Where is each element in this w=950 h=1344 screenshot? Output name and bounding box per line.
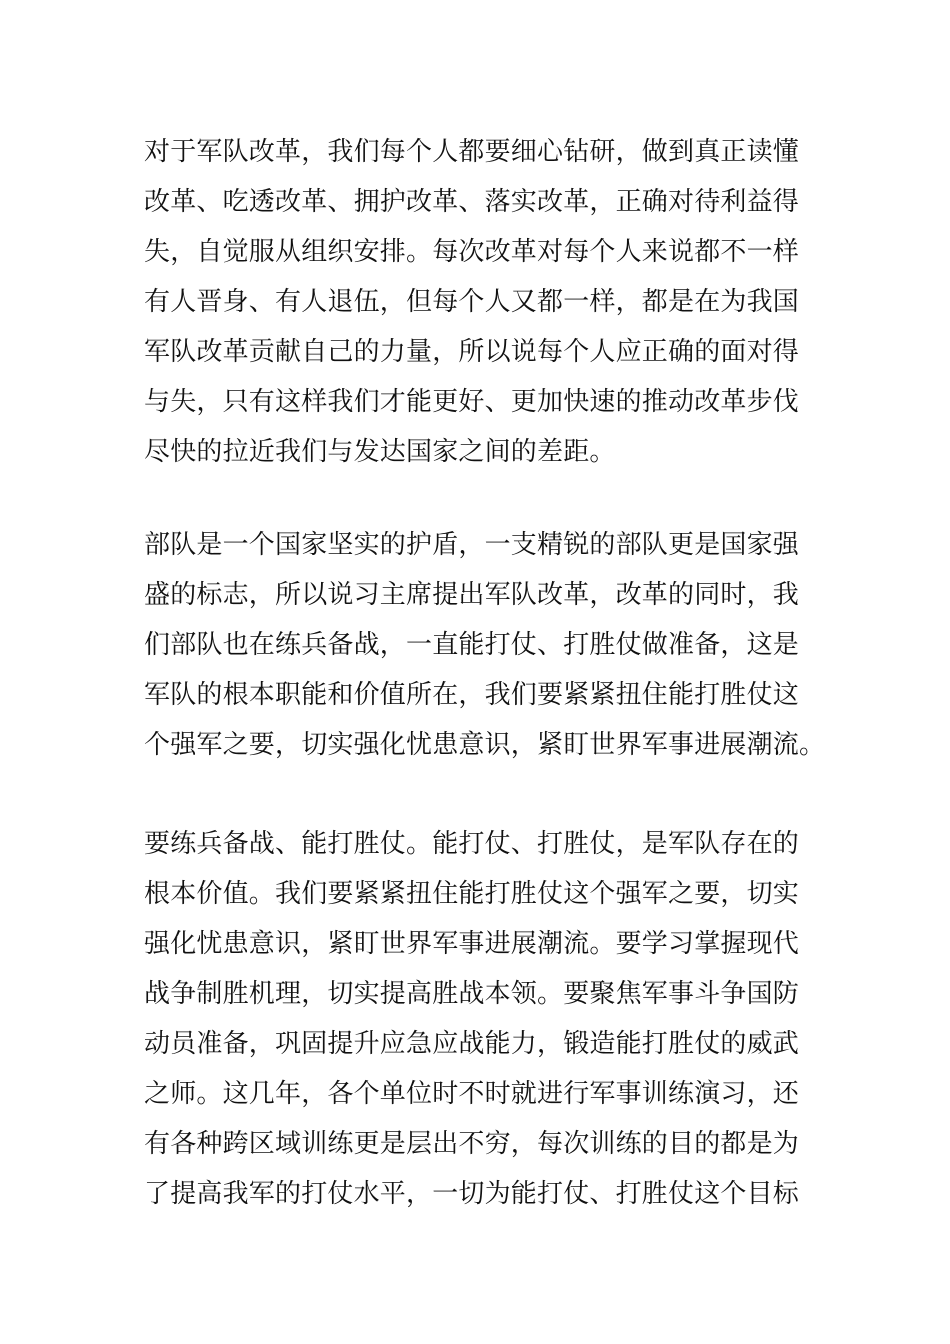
text-line: 有人晋身、有人退伍，但每个人又都一样，都是在为我国 (144, 287, 800, 317)
text-line: 们部队也在练兵备战，一直能打仗、打胜仗做准备，这是 (144, 630, 800, 660)
text-line: 根本价值。我们要紧紧扭住能打胜仗这个强军之要，切实 (144, 879, 800, 909)
text-line: 部队是一个国家坚实的护盾，一支精锐的部队更是国家强 (144, 530, 800, 560)
text-line: 盛的标志，所以说习主席提出军队改革，改革的同时，我 (144, 580, 800, 610)
text-line: 军队改革贡献自己的力量，所以说每个人应正确的面对得 (144, 337, 800, 367)
paragraph-military-reform (144, 127, 824, 477)
text-line: 了提高我军的打仗水平，一切为能打仗、打胜仗这个目标 (144, 1179, 800, 1209)
paragraph-training-preparedness (144, 819, 824, 1219)
text-line: 对于军队改革，我们每个人都要细心钻研，做到真正读懂 (144, 137, 800, 167)
text-line: 改革、吃透改革、拥护改革、落实改革，正确对待利益得 (144, 187, 800, 217)
text-line: 之师。这几年，各个单位时不时就进行军事训练演习，还 (144, 1079, 800, 1109)
text-line: 动员准备，巩固提升应急应战能力，锻造能打胜仗的威武 (144, 1029, 800, 1059)
paragraph-army-shield (144, 520, 824, 770)
text-line: 有各种跨区域训练更是层出不穷，每次训练的目的都是为 (144, 1129, 800, 1159)
text-line: 尽快的拉近我们与发达国家之间的差距。 (144, 437, 616, 467)
text-line: 失，自觉服从组织安排。每次改革对每个人来说都不一样 (144, 237, 800, 267)
text-line: 个强军之要，切实强化忧患意识，紧盯世界军事进展潮流。 (144, 730, 826, 760)
text-line: 军队的根本职能和价值所在，我们要紧紧扭住能打胜仗这 (144, 680, 800, 710)
text-line: 战争制胜机理，切实提高胜战本领。要聚焦军事斗争国防 (144, 979, 800, 1009)
text-line: 要练兵备战、能打胜仗。能打仗、打胜仗，是军队存在的 (144, 829, 800, 859)
text-line: 与失，只有这样我们才能更好、更加快速的推动改革步伐 (144, 387, 800, 417)
text-line: 强化忧患意识，紧盯世界军事进展潮流。要学习掌握现代 (144, 929, 800, 959)
